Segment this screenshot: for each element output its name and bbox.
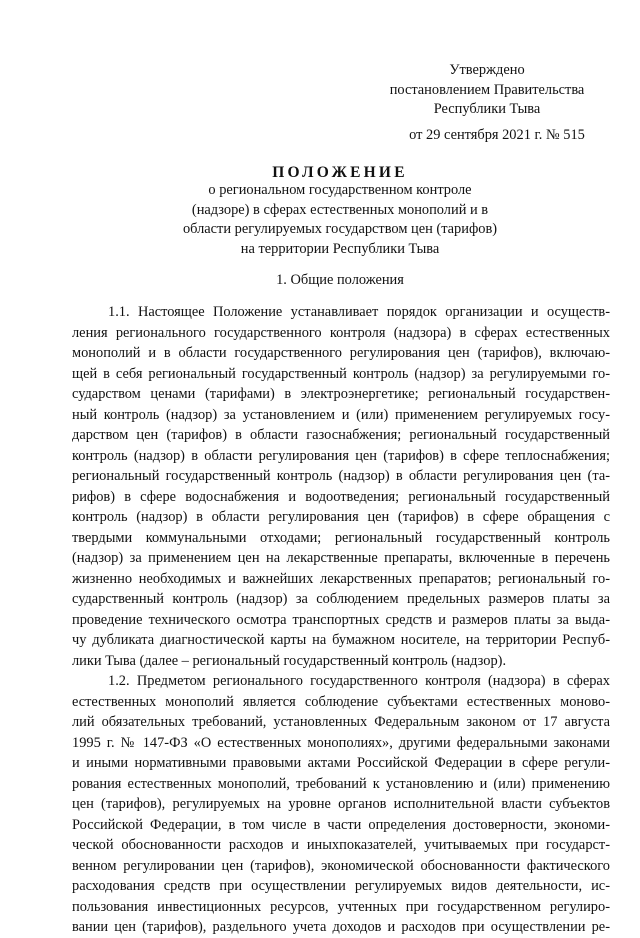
body-line: дарством цен (тарифов) в области газоснабжения; региональный государственный xyxy=(72,427,610,443)
body-line: вании цен (тарифов), раздельного учета доходов и расходов при осуществлении ре- xyxy=(72,919,610,935)
approval-authority: постановлением Правительства xyxy=(389,81,585,98)
decree-date-number: от 29 сентября 2021 г. № 515 xyxy=(409,127,585,143)
body-line: ления регионального государственного контроля (надзора) в сферах естественных xyxy=(72,324,610,341)
body-line: пользования инвестиционных ресурсов, учтенных при государственном регулиро- xyxy=(72,898,610,915)
body-line: щей в себя региональный государственный контроль (надзор) за регулируемыми го- xyxy=(72,365,610,382)
body-line: цен (тарифов), регулируемых на уровне органов исполнительной власти субъектов xyxy=(72,796,610,812)
body-line: рифов) в сфере водоснабжения и водоотведения; региональный государственный xyxy=(72,488,610,505)
body-line: Российской Федерации, в том числе в части определения достоверности, экономи- xyxy=(72,816,610,833)
body-line: рования естественных монополий, требований к установлению и (или) применению xyxy=(72,775,610,792)
subtitle-line: (надзоре) в сферах естественных монополий и в xyxy=(191,201,489,218)
document-title: ПОЛОЖЕНИЕ xyxy=(272,164,408,181)
body-line: сударственный контроль (надзор) за соблюдением предельных размеров платы за xyxy=(72,591,610,607)
body-line: ный контроль (надзор) за установлением и (или) применением регулируемых госу- xyxy=(72,406,610,423)
subtitle-line: области регулируемых государством цен (тарифов) xyxy=(182,221,498,237)
document-subtitle xyxy=(120,181,560,259)
body-line: контроль (надзор) в области регулирования цен (тарифов) в сфере обращения с xyxy=(72,509,610,525)
body-line: монополий и в области государственного регулирования цен (тарифов), включаю- xyxy=(72,345,610,361)
body-line: региональный государственный контроль (надзор) в области регулирования цен (та- xyxy=(72,468,610,484)
paragraph-1-1-first-line: 1.1. Настоящее Положение устанавливает порядок организации и осуществ- xyxy=(108,304,610,320)
body-line: расходования средств при осуществлении регулируемых видов деятельности, ис- xyxy=(72,878,610,894)
body-line: чу дубликата диагностической карты на бумажном носителе, на территории Респуб- xyxy=(72,632,610,648)
subtitle-line: на территории Республики Тыва xyxy=(240,240,440,257)
body-line: лий обязательных требований, установленных Федеральным законом от 17 августа xyxy=(72,714,610,730)
paragraph-1-1-last-line: лики Тыва (далее – региональный государственный контроль (надзор). xyxy=(72,652,507,669)
body-line: и иными нормативными правовыми актами Российской Федерации в сфере регули- xyxy=(72,755,610,771)
approval-region: Республики Тыва xyxy=(433,101,541,117)
paragraph-1-2-first-line: 1.2. Предметом регионального государственного контроля (надзора) в сферах xyxy=(108,673,610,689)
approval-label: Утверждено xyxy=(449,62,525,78)
approval-block xyxy=(372,61,602,120)
section-heading: 1. Общие положения xyxy=(276,272,404,288)
body-line: контроль (надзор) в области регулирования цен (тарифов) в сфере теплоснабжения; xyxy=(72,447,610,464)
body-line: ческой обоснованности расходов и иныхпоказателей, учитываемых при государст- xyxy=(72,837,610,853)
body-line: естественных монополий является соблюдение субъектами естественных моново- xyxy=(72,693,610,710)
subtitle-line: о региональном государственном контроле xyxy=(208,182,472,198)
body-line: твердыми коммунальными отходами; региональный государственный контроль xyxy=(72,529,610,546)
body-line: проведение технического осмотра транспортных средств и размеров платы за выда- xyxy=(72,611,610,628)
body-line: (надзор) за применением цен на лекарственные препараты, включенные в перечень xyxy=(72,550,610,566)
body-line: 1995 г. № 147-ФЗ «О естественных монополиях», другими федеральными законами xyxy=(72,734,610,751)
body-line: венном регулировании цен (тарифов), экономической обоснованности фактического xyxy=(72,857,610,874)
body-text xyxy=(72,302,610,938)
body-line: жизненно необходимых и важнейших лекарственных препаратов; региональный го- xyxy=(72,570,610,587)
body-line: сударством ценами (тарифами) в электроэнергетике; региональный государствен- xyxy=(72,386,610,402)
